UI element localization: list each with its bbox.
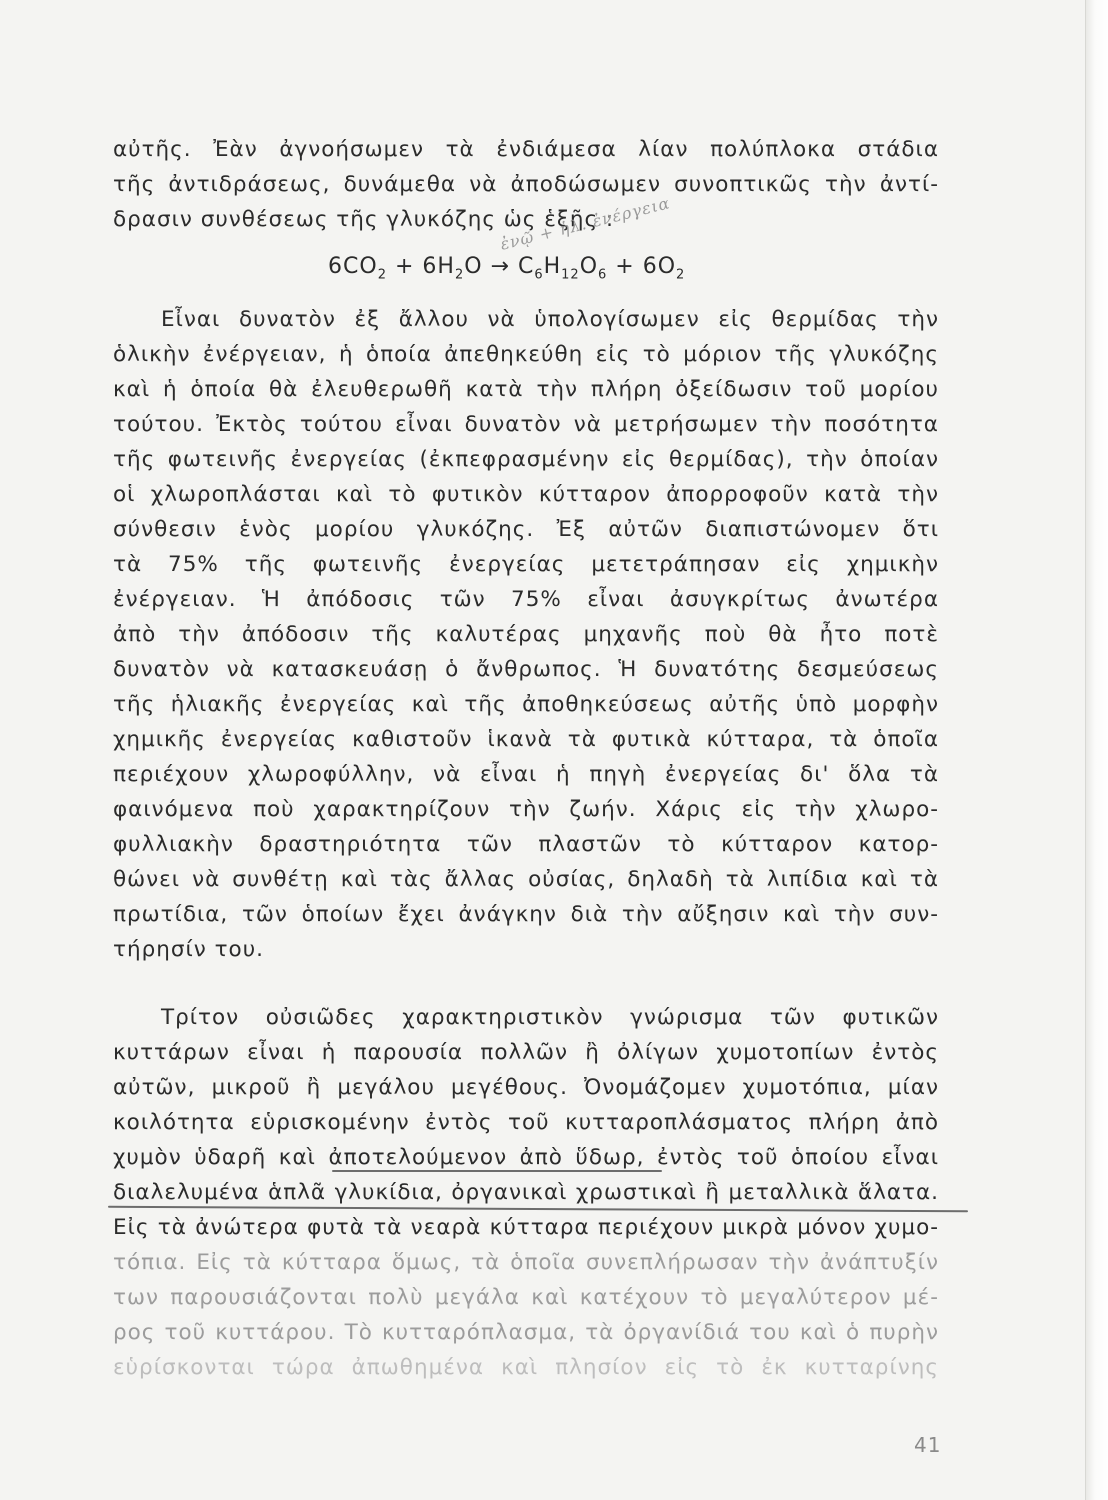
text-line: φυλλιακὴν δραστηριότητα τῶν πλαστῶν τὸ κύτταρον κατορ-	[113, 832, 939, 857]
text-line: χυμὸν ὑδαρῆ καὶ ἀποτελούμενον ἀπὸ ὕδωρ, ἐντὸς τοῦ ὁποίου εἶναι	[113, 1145, 939, 1170]
text-line: κυττάρων εἶναι ἡ παρουσία πολλῶν ἢ ὀλίγων χυμοτοπίων ἐντὸς	[113, 1040, 939, 1065]
text-line: κοιλότητα εὑρισκομένην ἐντὸς τοῦ κυτταροπλάσματος πλήρη ἀπὸ	[113, 1110, 939, 1135]
page-number: 41	[914, 1433, 942, 1457]
text-line: φαινόμενα ποὺ χαρακτηρίζουν τὴν ζωήν. Χάρις εἰς τὴν χλωρο-	[113, 797, 939, 822]
text-line: τήρησίν του.	[113, 937, 264, 962]
text-line: ἀπὸ τὴν ἀπόδοσιν τῆς καλυτέρας μηχανῆς ποὺ θὰ ἦτο ποτὲ	[113, 622, 939, 647]
text-line: εὑρίσκονται τώρα ἀπωθημένα καὶ πλησίον εἰς τὸ ἐκ κυτταρίνης	[113, 1355, 939, 1380]
text-line: δρασιν συνθέσεως τῆς γλυκόζης ὡς ἑξῆς :	[113, 207, 615, 232]
text-line: τῆς φωτεινῆς ἐνεργείας (ἐκπεφρασμένην εἰς θερμίδας), τὴν ὁποίαν	[113, 447, 939, 472]
pen-underline	[332, 1170, 662, 1172]
text-line: ἐνέργειαν. Ἡ ἀπόδοσις τῶν 75% εἶναι ἀσυγκρίτως ἀνωτέρα	[113, 587, 939, 612]
text-line: αὐτῶν, μικροῦ ἢ μεγάλου μεγέθους. Ὀνομάζομεν χυμοτόπια, μίαν	[113, 1075, 939, 1100]
text-line: πρωτίδια, τῶν ὁποίων ἔχει ἀνάγκην διὰ τὴν αὔξησιν καὶ τὴν συν-	[113, 902, 939, 927]
text-line: αὐτῆς. Ἐὰν ἀγνοήσωμεν τὰ ἐνδιάμεσα λίαν πολύπλοκα στάδια	[113, 137, 939, 162]
text-line: τῆς ἀντιδράσεως, δυνάμεθα νὰ ἀποδώσωμεν συνοπτικῶς τὴν ἀντί-	[113, 172, 939, 197]
text-line: τὰ 75% τῆς φωτεινῆς ἐνεργείας μετετράπησαν εἰς χημικὴν	[113, 552, 939, 577]
text-line: Τρίτον οὐσιῶδες χαρακτηριστικὸν γνώρισμα τῶν φυτικῶν	[161, 1005, 939, 1030]
text-line: τῆς ἡλιακῆς ἐνεργείας καὶ τῆς ἀποθηκεύσεως αὐτῆς ὑπὸ μορφὴν	[113, 692, 939, 717]
page-edge	[1085, 0, 1108, 1500]
paragraph-top	[113, 132, 939, 237]
text-line: οἱ χλωροπλάσται καὶ τὸ φυτικὸν κύτταρον ἀπορροφοῦν κατὰ τὴν	[113, 482, 939, 507]
text-line: περιέχουν χλωροφύλλην, νὰ εἶναι ἡ πηγὴ ἐνεργείας δι' ὅλα τὰ	[113, 762, 939, 787]
paragraph-bottom	[113, 1000, 939, 1385]
text-line: δυνατὸν νὰ κατασκευάσῃ ὁ ἄνθρωπος. Ἡ δυνατότης δεσμεύσεως	[113, 657, 939, 682]
text-line: καὶ ἡ ὁποία θὰ ἐλευθερωθῆ κατὰ τὴν πλήρη ὀξείδωσιν τοῦ μορίου	[113, 377, 939, 402]
text-line: χημικῆς ἐνεργείας καθιστοῦν ἱκανὰ τὰ φυτικὰ κύτταρα, τὰ ὁποῖα	[113, 727, 939, 752]
text-line: των παρουσιάζονται πολὺ μεγάλα καὶ κατέχουν τὸ μεγαλύτερον μέ-	[113, 1285, 939, 1310]
text-line: Εἶναι δυνατὸν ἐξ ἄλλου νὰ ὑπολογίσωμεν εἰς θερμίδας τὴν	[161, 307, 939, 332]
paragraph-main	[113, 302, 939, 967]
chemical-equation: $6CO_2 + 6H_2O \to C_6H_{12}O_6 + 6O_2$	[328, 254, 686, 283]
text-line: ὁλικὴν ἐνέργειαν, ἡ ὁποία ἀπεθηκεύθη εἰς τὸ μόριον τῆς γλυκόζης	[113, 342, 939, 367]
text-line: Εἰς τὰ ἀνώτερα φυτὰ τὰ νεαρὰ κύτταρα περιέχουν μικρὰ μόνον χυμο-	[113, 1215, 939, 1240]
handwritten-annotation: ἐνῷ + ἡλ. ἐνέργεια	[498, 193, 673, 254]
text-line: διαλελυμένα ἁπλᾶ γλυκίδια, ὀργανικαὶ χρωστικαὶ ἢ μεταλλικὰ ἅλατα.	[113, 1180, 939, 1205]
text-line: τόπια. Εἰς τὰ κύτταρα ὅμως, τὰ ὁποῖα συνεπλήρωσαν τὴν ἀνάπτυξίν	[113, 1250, 939, 1275]
text-line: τούτου. Ἐκτὸς τούτου εἶναι δυνατὸν νὰ μετρήσωμεν τὴν ποσότητα	[113, 412, 939, 437]
text-line: ρος τοῦ κυττάρου. Τὸ κυτταρόπλασμα, τὰ ὀργανίδιά του καὶ ὁ πυρὴν	[113, 1320, 939, 1345]
text-line: θώνει νὰ συνθέτῃ καὶ τὰς ἄλλας οὐσίας, δηλαδὴ τὰ λιπίδια καὶ τὰ	[113, 867, 939, 892]
text-line: σύνθεσιν ἑνὸς μορίου γλυκόζης. Ἐξ αὐτῶν διαπιστώνομεν ὅτι	[113, 517, 939, 542]
